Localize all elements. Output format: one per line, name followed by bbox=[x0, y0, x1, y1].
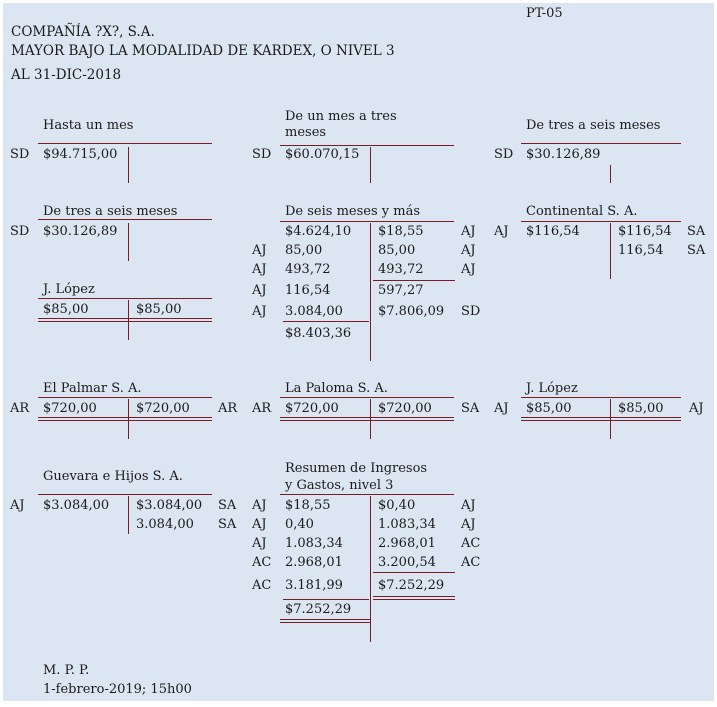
balance-double-line bbox=[38, 417, 212, 421]
right-tag: AJ bbox=[461, 498, 476, 513]
account-top-line bbox=[521, 221, 681, 222]
account-top-line bbox=[280, 221, 454, 222]
debit-value: $3.084,00 bbox=[43, 498, 110, 513]
left-tag: SD bbox=[10, 224, 30, 239]
debit-value: $720,00 bbox=[43, 401, 97, 416]
kardex-ledger-document bbox=[3, 3, 714, 701]
left-tag: AJ bbox=[252, 498, 267, 513]
account-top-line bbox=[280, 145, 454, 146]
account-divider bbox=[128, 223, 129, 261]
credit-value: $0,40 bbox=[378, 498, 416, 513]
document-subtitle: MAYOR BAJO LA MODALIDAD DE KARDEX, O NIVEL 3 bbox=[11, 43, 395, 59]
account-top-line bbox=[280, 494, 454, 495]
debit-value: $720,00 bbox=[285, 401, 339, 416]
account-title: Guevara e Hijos S. A. bbox=[43, 469, 183, 484]
left-tag: AC bbox=[252, 578, 272, 593]
left-tag: SD bbox=[252, 147, 272, 162]
debit-value: 85,00 bbox=[285, 243, 323, 258]
left-tag: AJ bbox=[252, 304, 267, 319]
account-title: De tres a seis meses bbox=[526, 118, 661, 133]
account-top-line bbox=[38, 494, 212, 495]
document-date: AL 31-DIC-2018 bbox=[11, 67, 122, 83]
debit-value: $30.126,89 bbox=[526, 147, 601, 162]
left-tag: SD bbox=[494, 147, 514, 162]
right-tag: AJ bbox=[461, 224, 476, 239]
left-tag: AJ bbox=[252, 243, 267, 258]
account-divider bbox=[610, 223, 611, 279]
account-divider bbox=[128, 147, 129, 183]
account-top-line bbox=[38, 219, 212, 220]
debit-value: $4.624,10 bbox=[285, 224, 352, 239]
left-tag: AR bbox=[252, 401, 272, 416]
left-tag: AJ bbox=[494, 401, 509, 416]
right-tag: SA bbox=[687, 243, 706, 258]
debit-value: 116,54 bbox=[285, 283, 331, 298]
right-tag: AC bbox=[461, 555, 481, 570]
credit-value: 597,27 bbox=[378, 283, 424, 298]
account-divider bbox=[370, 496, 371, 642]
credit-value: $720,00 bbox=[378, 401, 432, 416]
right-tag: AJ bbox=[461, 517, 476, 532]
credit-value: $85,00 bbox=[618, 401, 664, 416]
debit-total: $8.403,36 bbox=[285, 326, 352, 341]
credit-value: $3.084,00 bbox=[136, 498, 203, 513]
account-divider bbox=[128, 496, 129, 534]
left-tag: AR bbox=[10, 401, 30, 416]
right-tag: AJ bbox=[689, 401, 704, 416]
account-title-line-2: y Gastos, nivel 3 bbox=[285, 478, 394, 493]
left-tag: AJ bbox=[10, 498, 25, 513]
credit-value: 116,54 bbox=[618, 243, 664, 258]
credit-value: $116,54 bbox=[618, 224, 672, 239]
debit-total-line bbox=[283, 599, 369, 600]
debit-value: $30.126,89 bbox=[43, 224, 118, 239]
right-tag: SA bbox=[218, 498, 237, 513]
balance-double-line bbox=[280, 417, 454, 421]
credit-value: 3.200,54 bbox=[378, 555, 436, 570]
right-tag: SD bbox=[461, 304, 481, 319]
company-name: COMPAÑÍA ?X?, S.A. bbox=[11, 24, 155, 40]
account-top-line bbox=[38, 397, 212, 398]
debit-total: $7.252,29 bbox=[285, 602, 352, 617]
account-divider bbox=[370, 147, 371, 183]
left-tag: AJ bbox=[252, 517, 267, 532]
account-top-line bbox=[280, 397, 454, 398]
preparer-initials: M. P. P. bbox=[43, 663, 90, 678]
credit-value: 2.968,01 bbox=[378, 536, 436, 551]
right-tag: AJ bbox=[461, 243, 476, 258]
debit-value: 0,40 bbox=[285, 517, 314, 532]
debit-value: $85,00 bbox=[43, 302, 89, 317]
debit-value: 3.084,00 bbox=[285, 304, 343, 319]
debit-value: 3.181,99 bbox=[285, 578, 343, 593]
account-title: De un mes a tres meses bbox=[285, 109, 397, 140]
working-paper-ref: PT-05 bbox=[526, 6, 563, 21]
account-title: De tres a seis meses bbox=[43, 204, 178, 219]
credit-value: 1.083,34 bbox=[378, 517, 436, 532]
right-tag: AR bbox=[218, 401, 238, 416]
balance-double-line bbox=[38, 318, 212, 322]
right-tag: AC bbox=[461, 536, 481, 551]
debit-total-line bbox=[283, 321, 369, 322]
credit-value: $18,55 bbox=[378, 224, 424, 239]
left-tag: AJ bbox=[494, 224, 509, 239]
account-title: J. López bbox=[43, 282, 95, 297]
account-title: La Paloma S. A. bbox=[285, 381, 388, 396]
debit-value: 493,72 bbox=[285, 262, 331, 277]
debit-value: 2.968,01 bbox=[285, 555, 343, 570]
account-title: J. López bbox=[526, 381, 578, 396]
account-top-line bbox=[38, 143, 212, 144]
balance-double-line bbox=[521, 417, 681, 421]
account-title: Continental S. A. bbox=[526, 204, 638, 219]
left-tag: AC bbox=[252, 555, 272, 570]
credit-total-double-line bbox=[373, 596, 455, 600]
account-divider bbox=[610, 165, 611, 183]
right-tag: AJ bbox=[461, 262, 476, 277]
debit-value: $18,55 bbox=[285, 498, 331, 513]
account-divider bbox=[370, 223, 371, 361]
debit-value: $85,00 bbox=[526, 401, 572, 416]
prepared-date: 1-febrero-2019; 15h00 bbox=[43, 682, 192, 697]
debit-total-double-line bbox=[280, 619, 370, 623]
debit-value: $116,54 bbox=[526, 224, 580, 239]
credit-value: 85,00 bbox=[378, 243, 416, 258]
credit-subtotal-line bbox=[373, 280, 455, 281]
account-title: El Palmar S. A. bbox=[43, 381, 142, 396]
credit-value: 493,72 bbox=[378, 262, 424, 277]
debit-value: $94.715,00 bbox=[43, 147, 118, 162]
right-tag: SA bbox=[218, 517, 237, 532]
credit-subtotal-line bbox=[373, 572, 455, 573]
credit-value: $720,00 bbox=[136, 401, 190, 416]
credit-value: $7.806,09 bbox=[378, 304, 445, 319]
left-tag: SD bbox=[10, 147, 30, 162]
right-tag: SA bbox=[461, 401, 480, 416]
account-top-line bbox=[521, 143, 681, 144]
credit-value: 3.084,00 bbox=[136, 517, 194, 532]
debit-value: 1.083,34 bbox=[285, 536, 343, 551]
account-title-line-1: Resumen de Ingresos bbox=[285, 461, 428, 476]
credit-value: $7.252,29 bbox=[378, 578, 445, 593]
account-title: De seis meses y más bbox=[285, 204, 420, 219]
account-title: Hasta un mes bbox=[43, 118, 134, 133]
credit-value: $85,00 bbox=[136, 302, 182, 317]
account-top-line bbox=[521, 397, 681, 398]
left-tag: AJ bbox=[252, 536, 267, 551]
right-tag: SA bbox=[687, 224, 706, 239]
left-tag: AJ bbox=[252, 283, 267, 298]
debit-value: $60.070,15 bbox=[285, 147, 360, 162]
left-tag: AJ bbox=[252, 262, 267, 277]
account-top-line bbox=[38, 298, 212, 299]
